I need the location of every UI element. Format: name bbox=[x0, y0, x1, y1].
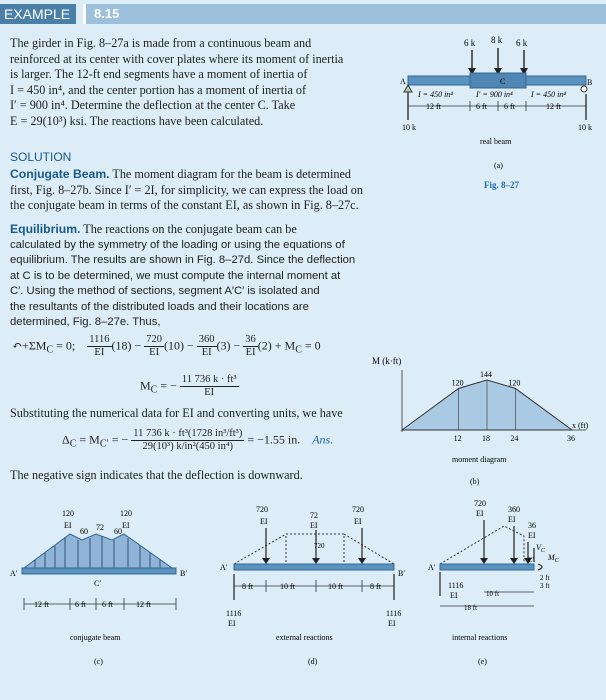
c-inner-label: 60 bbox=[114, 527, 122, 536]
figure-label: Fig. 8–27 bbox=[484, 180, 519, 190]
y-axis-label: M (k·ft) bbox=[372, 356, 402, 366]
e-reaction: 1116 bbox=[448, 581, 464, 590]
c-ei: EI bbox=[64, 521, 72, 530]
equilibrium-line: equilibrium. The results are shown in Fig. 8–27d. Since the deflection bbox=[10, 254, 356, 266]
x-tick-label: 24 bbox=[510, 434, 519, 443]
equilibrium-line: The reactions on the conjugate beam can be bbox=[80, 222, 297, 236]
delta-num: 11 736 k · ft³(1728 in³/ft³) bbox=[133, 428, 243, 439]
delta-lhs-sub: C bbox=[69, 438, 77, 450]
equilibrium-line: at C is to be determined, we must compute the internal moment at bbox=[10, 269, 341, 282]
fig-a-caption: real beam bbox=[480, 137, 512, 146]
problem-line: reinforced at its center with cover plates where its moment of inertia bbox=[10, 51, 344, 66]
d-reaction: 1116 bbox=[386, 609, 402, 618]
d-beam bbox=[234, 564, 394, 570]
c-label-C: C′ bbox=[94, 579, 102, 588]
support-B-label: B bbox=[587, 78, 593, 87]
fig-e-caption: internal reactions bbox=[452, 633, 508, 642]
e-ei: EI bbox=[476, 509, 484, 518]
span-label: 12 ft bbox=[426, 102, 441, 111]
I-label: I = 450 in⁴ bbox=[418, 90, 454, 99]
cover-plate bbox=[470, 73, 526, 88]
eq-term2-num: 720 bbox=[146, 334, 163, 345]
d-load: 720 bbox=[352, 505, 364, 514]
d-load: 72 bbox=[310, 511, 318, 520]
e-shear-label: $V_C$ bbox=[536, 543, 545, 554]
fig-b-tag: (b) bbox=[470, 477, 480, 486]
c-ei: EI bbox=[122, 521, 130, 530]
mc-num: 11 736 k · ft³ bbox=[181, 374, 237, 385]
mc-mid: = − bbox=[157, 378, 177, 393]
eq-den: EI bbox=[149, 347, 160, 358]
delta-mid-tail: = − bbox=[108, 432, 129, 447]
eq-den: EI bbox=[201, 347, 212, 358]
moment-value-label: 144 bbox=[480, 370, 492, 379]
x-tick-label: 18 bbox=[482, 434, 490, 443]
reaction-label: 10 k bbox=[402, 123, 416, 132]
e-dim: 18 ft bbox=[464, 604, 478, 612]
problem-line: E = 29(10³) ksi. The reactions have been calculated. bbox=[10, 113, 264, 128]
c-span: 12 ft bbox=[34, 600, 49, 609]
load-label: 6 k bbox=[464, 38, 476, 48]
solution-title: SOLUTION bbox=[10, 150, 72, 164]
load-label: 6 k bbox=[516, 38, 528, 48]
fig-c-tag: (c) bbox=[94, 657, 103, 666]
problem-statement bbox=[10, 36, 386, 129]
e-load: 360 bbox=[508, 505, 520, 514]
c-span: 12 ft bbox=[136, 600, 151, 609]
delta-lhs: Δ bbox=[62, 432, 70, 447]
equilibrium-paragraph bbox=[10, 222, 386, 331]
e-dim: 3 ft bbox=[540, 582, 550, 590]
answer-tag: Ans. bbox=[312, 432, 334, 447]
eq-term2: (10) − bbox=[164, 338, 194, 353]
pin-support bbox=[404, 85, 412, 92]
span-label: 6 ft bbox=[476, 102, 487, 111]
eq-den: EI bbox=[94, 347, 105, 358]
delta-equation bbox=[62, 428, 333, 453]
fig-e-tag: (e) bbox=[478, 657, 487, 666]
delta-den: 29(10³) k/in²(450 in⁴) bbox=[142, 441, 233, 452]
eq-term4-tail: = 0 bbox=[301, 338, 321, 353]
equilibrium-line: the resultants of the distributed loads and their locations are bbox=[10, 300, 309, 313]
roller-support bbox=[581, 86, 587, 92]
x-axis-label: x (ft) bbox=[572, 421, 589, 430]
example-number: 8.15 bbox=[86, 4, 606, 24]
fig-a-tag: (a) bbox=[494, 161, 503, 170]
I-label: I′ = 900 in⁴ bbox=[476, 90, 513, 99]
e-load: 36 bbox=[528, 521, 536, 530]
reaction-label: 10 k bbox=[578, 123, 592, 132]
eq-den: EI bbox=[245, 347, 256, 358]
fig-a-real-beam bbox=[396, 30, 606, 200]
fig-c-caption: conjugate beam bbox=[70, 633, 121, 642]
eq-term3-num: 360 bbox=[198, 334, 215, 345]
delta-mid-sub: C′ bbox=[99, 438, 109, 450]
moment-value-label: 120 bbox=[508, 378, 521, 388]
e-load: 720 bbox=[474, 499, 486, 508]
example-header bbox=[0, 0, 606, 24]
d-ei: EI bbox=[310, 521, 318, 530]
e-label-A: A′ bbox=[428, 563, 436, 572]
problem-line: is larger. The 12-ft end segments have a moment of inertia of bbox=[10, 67, 308, 81]
mc-equation bbox=[140, 374, 239, 399]
fig-b-moment-diagram bbox=[372, 352, 606, 492]
eq-lead-tail: = 0; bbox=[53, 338, 76, 353]
d-span: 10 ft bbox=[280, 582, 295, 591]
eq-term3: (3) − bbox=[216, 338, 241, 353]
d-span: 8 ft bbox=[370, 582, 381, 591]
fig-e-internal-reactions bbox=[424, 496, 606, 700]
equilibrium-title: Equilibrium. bbox=[10, 222, 81, 236]
fig-b-caption: moment diagram bbox=[452, 455, 507, 464]
problem-line: I = 450 in⁴, and the center portion has a moment of inertia of bbox=[10, 82, 307, 97]
x-tick-label: 36 bbox=[567, 434, 575, 443]
fig-d-tag: (d) bbox=[308, 657, 318, 666]
c-label-B: B′ bbox=[180, 569, 188, 578]
d-ei: EI bbox=[388, 619, 396, 628]
conjugate-beam bbox=[22, 568, 176, 574]
delta-result: = −1.55 in. bbox=[244, 432, 301, 447]
e-dim: 10 ft bbox=[486, 590, 500, 598]
e-label-C: C′ bbox=[528, 556, 535, 564]
moment-value-label: 120 bbox=[451, 378, 464, 388]
e-ei: EI bbox=[528, 531, 536, 540]
d-ei: EI bbox=[354, 517, 362, 526]
final-line: The negative sign indicates that the deflection is downward. bbox=[10, 468, 303, 482]
c-label-A: A′ bbox=[10, 569, 18, 578]
point-C-label: C bbox=[500, 77, 506, 86]
load-arrows bbox=[472, 48, 524, 70]
e-dim: 2 ft bbox=[540, 574, 550, 582]
conjugate-line: first, Fig. 8–27b. Since I′ = 2I, for simplicity, we can express the load on bbox=[10, 182, 363, 197]
fig-c-conjugate-beam bbox=[0, 496, 210, 700]
d-label-B: B′ bbox=[398, 569, 406, 578]
support-A-label: A bbox=[400, 77, 406, 86]
d-ei: EI bbox=[228, 619, 236, 628]
eq-term1: (18) − bbox=[111, 338, 142, 353]
d-span: 10 ft bbox=[328, 582, 343, 591]
e-ei: EI bbox=[450, 591, 458, 600]
eq-term4: (2) + M bbox=[257, 338, 296, 353]
equilibrium-line: C′. Using the method of sections, segment A′C′ is isolated and bbox=[10, 285, 320, 297]
eq-lead-sub: C bbox=[46, 344, 54, 356]
c-span: 6 ft bbox=[102, 600, 113, 609]
d-load: 720 bbox=[256, 505, 268, 514]
eq-term4-sub: C bbox=[295, 344, 302, 356]
substitution-line: Substituting the numerical data for EI and converting units, we have bbox=[10, 406, 343, 420]
mc-den: EI bbox=[204, 387, 215, 398]
d-span: 8 ft bbox=[242, 582, 253, 591]
span-label: 6 ft bbox=[504, 102, 515, 111]
conjugate-line: The moment diagram for the beam is determined bbox=[109, 167, 351, 181]
mc-lhs: M bbox=[140, 378, 151, 393]
c-inner-label: 60 bbox=[80, 527, 88, 536]
span-label: 12 ft bbox=[546, 102, 561, 111]
eq-lead: ↶+ΣM bbox=[12, 338, 47, 353]
c-top-label: 120 bbox=[62, 509, 74, 518]
eq-term1-num: 1116 bbox=[89, 334, 110, 345]
e-beam bbox=[440, 564, 534, 570]
I-label: I = 450 in⁴ bbox=[531, 90, 567, 99]
conjugate-line: the conjugate beam in terms of the constant EI, as shown in Fig. 8–27c. bbox=[10, 198, 359, 212]
mc-lhs-sub: C bbox=[150, 384, 158, 396]
c-inner-label: 72 bbox=[96, 523, 104, 532]
c-span: 6 ft bbox=[75, 600, 86, 609]
fig-d-external-reactions bbox=[214, 496, 414, 700]
problem-line: The girder in Fig. 8–27a is made from a continuous beam and bbox=[10, 36, 312, 50]
eq-term4-num: 36 bbox=[245, 334, 256, 345]
d-reaction: 1116 bbox=[226, 609, 242, 618]
equilibrium-line: calculated by the symmetry of the loading or using the equations of bbox=[10, 238, 345, 251]
fig-d-caption: external reactions bbox=[276, 633, 333, 642]
problem-line: I′ = 900 in⁴. Determine the deflection at the center C. Take bbox=[10, 98, 296, 112]
d-mid-load: 720 bbox=[314, 542, 325, 550]
delta-mid: = M bbox=[76, 432, 100, 447]
d-label-A: A′ bbox=[220, 563, 228, 572]
conjugate-paragraph bbox=[10, 167, 386, 214]
c-top-label: 120 bbox=[120, 509, 132, 518]
equilibrium-line: determined, Fig. 8–27e. Thus, bbox=[10, 316, 161, 328]
e-ei: EI bbox=[508, 515, 516, 524]
moment-equation bbox=[12, 334, 321, 359]
x-tick-label: 12 bbox=[453, 434, 462, 443]
example-label: EXAMPLE bbox=[0, 4, 76, 24]
conjugate-title: Conjugate Beam. bbox=[10, 167, 110, 181]
d-ei: EI bbox=[260, 517, 268, 526]
load-label: 8 k bbox=[491, 35, 503, 45]
e-moment-label: $M_C$ bbox=[548, 553, 559, 564]
